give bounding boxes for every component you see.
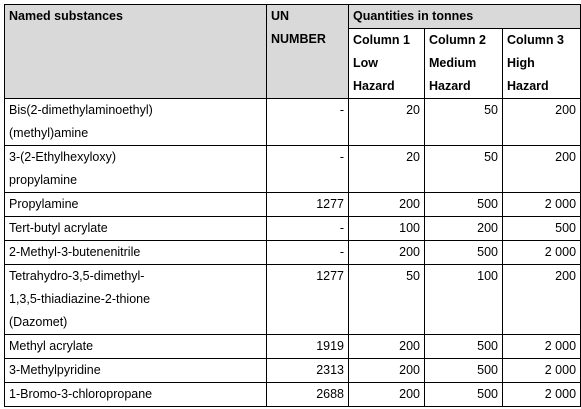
un-number-cell: 1277 xyxy=(267,193,349,217)
un-number-cell: - xyxy=(267,146,349,193)
un-number-cell: 1277 xyxy=(267,265,349,335)
table-row xyxy=(5,265,581,335)
header-column-1-line: Low xyxy=(353,56,378,70)
low-hazard-cell: 20 xyxy=(349,146,425,193)
header-quantities: Quantities in tonnes xyxy=(349,5,581,29)
high-hazard-cell: 2 000 xyxy=(503,241,581,265)
high-hazard-cell: 200 xyxy=(503,146,581,193)
header-column-3-line: Hazard xyxy=(507,79,549,93)
un-number-cell: - xyxy=(267,241,349,265)
substance-name-line: 3-Methylpyridine xyxy=(9,363,101,377)
substance-name-line: Bis(2-dimethylaminoethyl) xyxy=(9,103,153,117)
header-column-2-line: Hazard xyxy=(429,79,471,93)
table-row xyxy=(5,383,581,407)
table-row xyxy=(5,359,581,383)
table-body xyxy=(5,99,581,407)
substances-table xyxy=(4,4,581,407)
table-row xyxy=(5,193,581,217)
header-column-3-line: High xyxy=(507,56,535,70)
substance-name-line: (methyl)amine xyxy=(9,126,89,140)
low-hazard-cell: 50 xyxy=(349,265,425,335)
substance-name-cell xyxy=(5,359,267,383)
substance-name-line: (Dazomet) xyxy=(9,315,68,329)
header-column-1-line: Hazard xyxy=(353,79,395,93)
substance-name-line: 2-Methyl-3-butenenitrile xyxy=(9,245,141,259)
substance-name-cell xyxy=(5,99,267,146)
substance-name-cell xyxy=(5,335,267,359)
header-un-number: UN NUMBER xyxy=(267,5,349,99)
medium-hazard-cell: 500 xyxy=(425,193,503,217)
medium-hazard-cell: 100 xyxy=(425,265,503,335)
un-number-cell: 1919 xyxy=(267,335,349,359)
high-hazard-cell: 200 xyxy=(503,99,581,146)
substance-name-line: 1-Bromo-3-chloropropane xyxy=(9,387,153,401)
header-named-substances: Named substances xyxy=(5,5,267,99)
substance-name-line: 1,3,5-thiadiazine-2-thione xyxy=(9,292,151,306)
high-hazard-cell: 2 000 xyxy=(503,383,581,407)
header-column-1-line: Column 1 xyxy=(353,33,410,47)
substance-name-line: Tert-butyl acrylate xyxy=(9,221,108,235)
header-column-2 xyxy=(425,29,503,99)
header-column-1 xyxy=(349,29,425,99)
header-column-2-line: Column 2 xyxy=(429,33,486,47)
medium-hazard-cell: 50 xyxy=(425,146,503,193)
medium-hazard-cell: 500 xyxy=(425,383,503,407)
header-column-3-line: Column 3 xyxy=(507,33,564,47)
high-hazard-cell: 2 000 xyxy=(503,335,581,359)
low-hazard-cell: 200 xyxy=(349,383,425,407)
un-number-cell: - xyxy=(267,99,349,146)
substance-name-cell xyxy=(5,217,267,241)
table-row xyxy=(5,146,581,193)
substance-name-cell xyxy=(5,146,267,193)
table-row xyxy=(5,241,581,265)
table-row xyxy=(5,99,581,146)
medium-hazard-cell: 200 xyxy=(425,217,503,241)
low-hazard-cell: 200 xyxy=(349,241,425,265)
low-hazard-cell: 20 xyxy=(349,99,425,146)
substance-name-line: Methyl acrylate xyxy=(9,339,94,353)
un-number-cell: 2313 xyxy=(267,359,349,383)
substance-name-line: Propylamine xyxy=(9,197,79,211)
table-row xyxy=(5,217,581,241)
medium-hazard-cell: 50 xyxy=(425,99,503,146)
substance-name-cell xyxy=(5,193,267,217)
substance-name-cell xyxy=(5,383,267,407)
un-number-cell: 2688 xyxy=(267,383,349,407)
low-hazard-cell: 100 xyxy=(349,217,425,241)
low-hazard-cell: 200 xyxy=(349,335,425,359)
substance-name-line: 3-(2-Ethylhexyloxy) xyxy=(9,150,116,164)
high-hazard-cell: 200 xyxy=(503,265,581,335)
substance-name-line: Tetrahydro-3,5-dimethyl- xyxy=(9,269,145,283)
high-hazard-cell: 2 000 xyxy=(503,359,581,383)
substance-name-line: propylamine xyxy=(9,173,78,187)
low-hazard-cell: 200 xyxy=(349,359,425,383)
low-hazard-cell: 200 xyxy=(349,193,425,217)
substance-name-cell xyxy=(5,241,267,265)
substance-name-cell xyxy=(5,265,267,335)
medium-hazard-cell: 500 xyxy=(425,359,503,383)
high-hazard-cell: 2 000 xyxy=(503,193,581,217)
table-row xyxy=(5,335,581,359)
medium-hazard-cell: 500 xyxy=(425,241,503,265)
header-column-3 xyxy=(503,29,581,99)
medium-hazard-cell: 500 xyxy=(425,335,503,359)
header-column-2-line: Medium xyxy=(429,56,477,70)
un-number-cell: - xyxy=(267,217,349,241)
high-hazard-cell: 500 xyxy=(503,217,581,241)
